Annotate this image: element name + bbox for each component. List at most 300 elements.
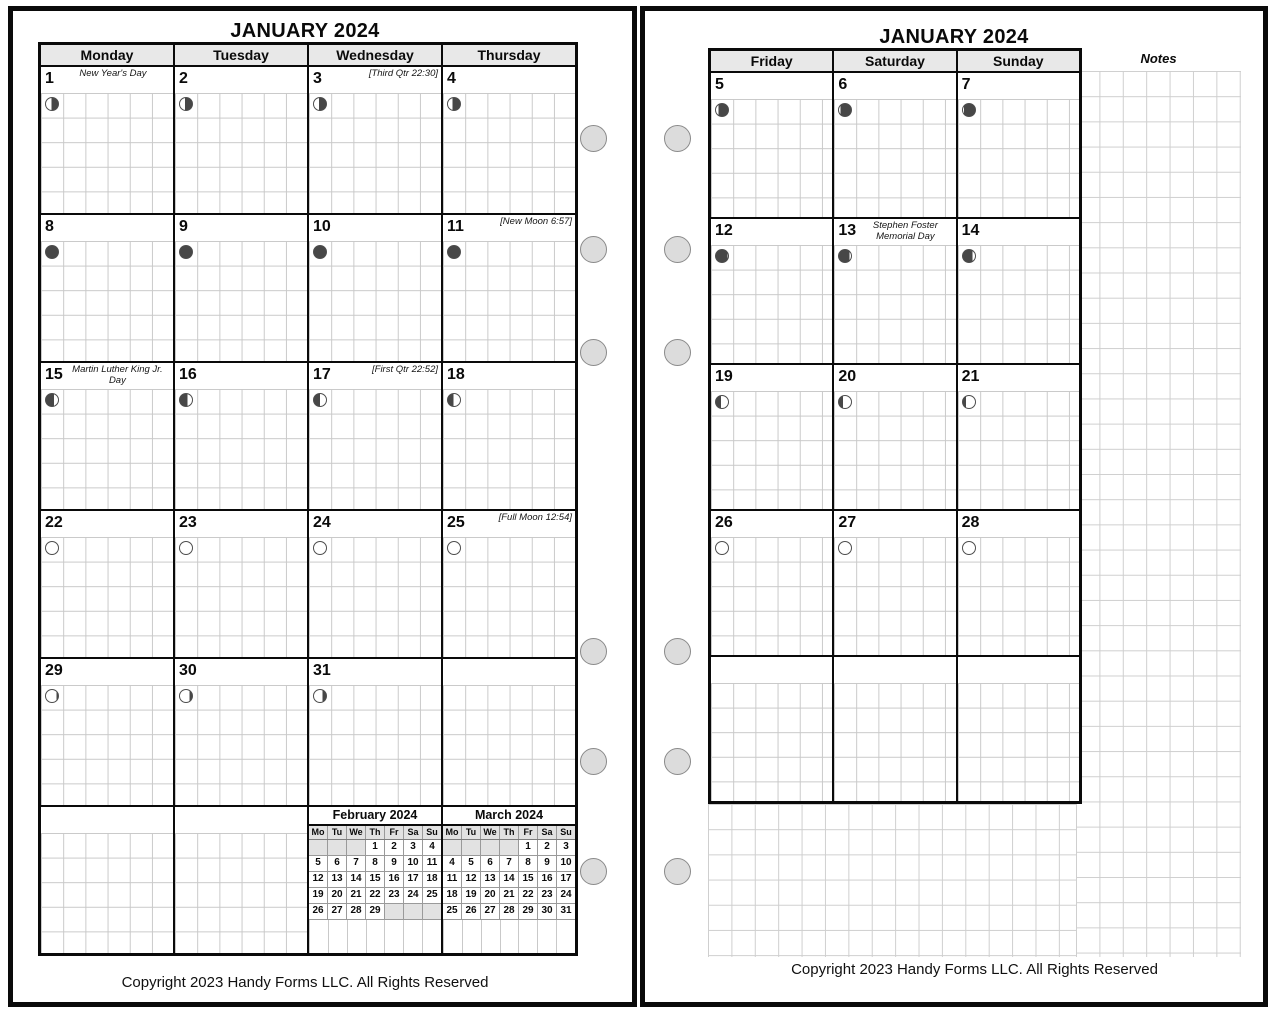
day-cell-header <box>41 363 173 389</box>
day-grid <box>443 241 575 361</box>
mini-blank-cell <box>309 840 327 855</box>
left-calendar-table <box>38 42 578 956</box>
day-number: 16 <box>179 366 197 383</box>
day-header: Thursday <box>441 45 575 65</box>
day-note <box>197 363 307 365</box>
day-note: New Year's Day <box>79 68 147 79</box>
week-row <box>41 657 575 805</box>
day-grid <box>41 241 173 361</box>
mini-blank-cell <box>309 920 328 953</box>
mini-day-cell: 21 <box>499 888 518 903</box>
moon-phase-icon <box>179 245 193 259</box>
mini-day-cell: 10 <box>556 856 575 871</box>
day-grid <box>175 685 307 805</box>
day-number: 13 <box>838 222 857 239</box>
day-note: [New Moon 6:57] <box>500 216 572 227</box>
day-note <box>715 657 832 659</box>
mini-day-cell: 12 <box>461 872 480 887</box>
day-note: Martin Luther King Jr. Day <box>72 364 163 386</box>
moon-phase-icon <box>447 541 461 555</box>
binder-hole <box>664 339 691 366</box>
day-cell <box>956 511 1079 655</box>
day-number: 22 <box>45 514 63 531</box>
day-number: 31 <box>313 662 331 679</box>
mini-day-cell: 16 <box>537 872 556 887</box>
mini-day-cell: 1 <box>365 840 384 855</box>
mini-blank-cell <box>384 904 403 919</box>
day-grid <box>175 93 307 213</box>
mini-day-cell: 29 <box>365 904 384 919</box>
day-note <box>971 73 1079 75</box>
day-grid <box>958 537 1079 655</box>
week-row <box>711 71 1079 217</box>
day-header: Tuesday <box>173 45 307 65</box>
day-note <box>188 215 307 217</box>
mini-weekday-header: Sa <box>537 826 556 839</box>
day-number: 24 <box>313 514 331 531</box>
binder-hole <box>664 236 691 263</box>
day-cell <box>41 215 173 361</box>
day-grid <box>834 391 955 509</box>
mini-day-cell: 13 <box>480 872 499 887</box>
notes-label: Notes <box>1140 51 1177 66</box>
day-grid <box>834 99 955 217</box>
day-number: 2 <box>179 70 188 87</box>
mini-day-cell: 3 <box>556 840 575 855</box>
day-grid <box>309 389 441 509</box>
day-grid <box>711 391 832 509</box>
moon-phase-icon <box>447 97 461 111</box>
mini-day-cell: 2 <box>537 840 556 855</box>
mini-day-cell: 8 <box>518 856 537 871</box>
day-number: 26 <box>715 514 733 531</box>
mini-day-cell: 3 <box>403 840 422 855</box>
day-cell-header <box>175 511 307 537</box>
day-cell <box>173 659 307 805</box>
mini-weekday-header: Su <box>556 826 575 839</box>
day-cell <box>441 67 575 213</box>
right-page-footer: Copyright 2023 Handy Forms LLC. All Rights Reserved <box>791 961 1158 978</box>
day-note <box>331 215 441 217</box>
mini-day-cell: 20 <box>327 888 346 903</box>
mini-weekday-header: Fr <box>384 826 403 839</box>
mini-calendar-cell <box>441 807 575 953</box>
moon-phase-icon <box>179 689 193 703</box>
day-grid <box>175 389 307 509</box>
week-row <box>41 361 575 509</box>
mini-calendar <box>309 807 441 953</box>
mini-weekday-header: Fr <box>518 826 537 839</box>
mini-calendar-week-row <box>443 872 575 888</box>
day-cell <box>441 511 575 657</box>
day-cell-header <box>711 511 832 537</box>
mini-blank-cell <box>443 920 462 953</box>
day-cell-header <box>958 511 1079 537</box>
day-header: Wednesday <box>307 45 441 65</box>
day-cell <box>173 363 307 509</box>
mini-blank-cell <box>500 920 519 953</box>
day-cell <box>956 365 1079 509</box>
bottom-notes-grid <box>708 804 1076 957</box>
mini-calendar-week-row <box>309 872 441 888</box>
day-cell <box>711 365 832 509</box>
day-cell <box>441 215 575 361</box>
day-number: 27 <box>838 514 857 531</box>
moon-phase-icon <box>715 103 729 117</box>
moon-phase-icon <box>962 541 976 555</box>
day-note <box>197 659 307 661</box>
mini-day-cell: 28 <box>346 904 365 919</box>
mini-calendar-week-row <box>443 904 575 920</box>
day-header: Sunday <box>956 51 1079 71</box>
day-header: Friday <box>750 53 793 69</box>
day-cell <box>832 219 955 363</box>
day-number: 3 <box>313 70 322 87</box>
mini-blank-cell <box>327 840 346 855</box>
day-note <box>979 365 1079 367</box>
day-cell <box>307 67 441 213</box>
day-grid <box>443 389 575 509</box>
mini-blank-cell <box>518 920 537 953</box>
mini-day-cell: 29 <box>518 904 537 919</box>
day-cell-header <box>834 511 955 537</box>
mini-day-cell: 15 <box>365 872 384 887</box>
day-number: 4 <box>447 70 456 87</box>
right-page <box>640 6 1268 1007</box>
day-grid <box>309 241 441 361</box>
mini-day-cell: 9 <box>537 856 556 871</box>
binder-hole <box>580 236 607 263</box>
mini-day-cell: 14 <box>499 872 518 887</box>
day-number: 25 <box>447 514 465 531</box>
moon-phase-icon <box>179 393 193 407</box>
mini-blank-cell <box>499 840 518 855</box>
day-cell-header <box>41 807 173 833</box>
day-cell-header <box>958 219 1079 245</box>
day-cell-header <box>309 363 441 389</box>
day-grid <box>41 833 173 953</box>
day-number: 7 <box>961 76 971 93</box>
bottom-row <box>41 805 575 953</box>
mini-blank-cell <box>422 904 441 919</box>
day-cell <box>41 659 173 805</box>
day-note <box>733 365 833 367</box>
day-cell-header <box>443 67 575 93</box>
day-header: Saturday <box>832 51 955 71</box>
mini-blank-cell <box>480 840 499 855</box>
day-cell <box>173 67 307 213</box>
day-cell-header <box>175 659 307 685</box>
mini-blank-cell <box>403 920 422 953</box>
mini-weekday-header: Th <box>499 826 518 839</box>
day-number: 17 <box>313 366 331 383</box>
mini-blank-cell <box>481 920 500 953</box>
moon-phase-icon <box>313 689 327 703</box>
day-header-row <box>41 45 575 65</box>
mini-calendar-week-row <box>443 840 575 856</box>
day-cell-header <box>175 807 307 833</box>
mini-calendar-week-row <box>443 888 575 904</box>
binder-hole <box>580 858 607 885</box>
day-grid <box>443 537 575 657</box>
mini-day-cell: 24 <box>403 888 422 903</box>
mini-blank-cell <box>366 920 385 953</box>
day-cell-header <box>834 657 955 683</box>
moon-phase-icon <box>45 541 59 555</box>
day-grid <box>41 537 173 657</box>
day-note <box>979 219 1079 221</box>
mini-day-cell: 19 <box>461 888 480 903</box>
day-cell-header <box>958 657 1079 683</box>
right-calendar-table <box>708 48 1082 804</box>
day-note <box>733 219 833 221</box>
mini-day-cell: 1 <box>518 840 537 855</box>
day-cell-header <box>711 73 832 99</box>
day-note: Stephen Foster Memorial Day <box>872 220 938 242</box>
day-header: Monday <box>80 47 134 63</box>
mini-blank-cell <box>328 920 347 953</box>
binder-hole <box>580 638 607 665</box>
day-cell-header <box>41 67 173 93</box>
mini-calendar-blank-row <box>309 920 441 953</box>
day-cell <box>307 511 441 657</box>
day-note <box>63 659 173 661</box>
day-grid <box>958 99 1079 217</box>
week-row <box>711 655 1079 801</box>
day-number: 14 <box>961 222 980 239</box>
day-note <box>979 511 1079 513</box>
moon-phase-icon <box>313 245 327 259</box>
mini-day-cell: 6 <box>480 856 499 871</box>
binder-hole <box>580 339 607 366</box>
binder-hole <box>664 125 691 152</box>
mini-day-cell: 4 <box>449 857 455 868</box>
day-grid <box>309 537 441 657</box>
day-grid <box>711 99 832 217</box>
day-cell-header <box>309 659 441 685</box>
day-grid <box>443 93 575 213</box>
day-number: 12 <box>715 222 733 239</box>
day-cell-header <box>958 73 1079 99</box>
mini-blank-cell <box>461 840 480 855</box>
day-grid <box>711 245 832 363</box>
mini-day-cell: 23 <box>384 888 403 903</box>
mini-blank-cell <box>443 840 461 855</box>
day-number: 10 <box>313 218 331 235</box>
day-cell <box>41 511 173 657</box>
mini-day-cell: 5 <box>461 856 480 871</box>
day-number: 20 <box>838 368 857 385</box>
day-note <box>856 511 956 513</box>
left-page-footer: Copyright 2023 Handy Forms LLC. All Rights Reserved <box>121 974 489 991</box>
day-number: 11 <box>447 218 464 235</box>
binder-hole <box>664 638 691 665</box>
mini-day-cell: 12 <box>312 873 324 884</box>
moon-phase-icon <box>962 103 976 117</box>
mini-calendar-cell <box>307 807 441 953</box>
day-cell <box>711 219 832 363</box>
day-cell-header <box>834 73 955 99</box>
day-cell-header <box>443 659 575 685</box>
day-grid <box>309 93 441 213</box>
day-grid <box>834 683 955 801</box>
day-cell-header <box>41 215 173 241</box>
day-header-row <box>711 51 1079 71</box>
day-cell-header <box>711 219 832 245</box>
mini-day-cell: 18 <box>422 872 441 887</box>
week-row <box>711 509 1079 655</box>
day-cell-header <box>41 659 173 685</box>
mini-day-cell: 13 <box>327 872 346 887</box>
mini-calendar-title: February 2024 <box>309 807 441 826</box>
moon-phase-icon <box>179 541 193 555</box>
mini-weekday-header: We <box>346 826 365 839</box>
day-cell <box>307 363 441 509</box>
mini-blank-cell <box>346 840 365 855</box>
day-note: [Third Qtr 22:30] <box>368 68 438 79</box>
mini-blank-cell <box>556 920 575 953</box>
mini-calendar-week-row <box>309 904 441 920</box>
mini-blank-cell <box>384 920 403 953</box>
day-cell <box>173 511 307 657</box>
mini-calendar-header-row <box>309 826 441 840</box>
mini-day-cell: 10 <box>403 856 422 871</box>
day-note <box>188 67 307 69</box>
day-cell-header <box>175 363 307 389</box>
mini-calendar-week-row <box>309 856 441 872</box>
day-cell-header <box>309 511 441 537</box>
binder-hole <box>580 125 607 152</box>
day-cell-header <box>711 365 832 391</box>
moon-phase-icon <box>715 249 729 263</box>
moon-phase-icon <box>45 393 59 407</box>
mini-day-cell: 26 <box>312 905 324 916</box>
mini-day-cell: 17 <box>556 872 575 887</box>
mini-weekday-header: Su <box>422 826 441 839</box>
day-grid <box>175 537 307 657</box>
empty-day-cell <box>41 807 173 953</box>
day-cell <box>307 659 441 805</box>
day-cell <box>711 511 832 655</box>
day-cell-header <box>443 215 575 241</box>
mini-day-cell: 9 <box>384 856 403 871</box>
day-grid <box>958 391 1079 509</box>
day-grid <box>958 683 1079 801</box>
day-grid <box>41 389 173 509</box>
day-number: 18 <box>447 366 465 383</box>
mini-day-cell: 8 <box>365 856 384 871</box>
mini-calendar-week-row <box>309 888 441 904</box>
mini-weekday-header: Tu <box>327 826 346 839</box>
week-row <box>711 217 1079 363</box>
day-note <box>962 657 1079 659</box>
day-note <box>465 363 575 365</box>
day-cell-header <box>443 363 575 389</box>
day-number: 30 <box>179 662 197 679</box>
mini-day-cell: 25 <box>422 888 441 903</box>
day-note <box>724 73 832 75</box>
mini-day-cell: 4 <box>422 840 441 855</box>
day-cell-header <box>175 67 307 93</box>
mini-day-cell: 22 <box>518 888 537 903</box>
binder-hole <box>664 748 691 775</box>
right-page-title: JANUARY 2024 <box>879 26 1029 48</box>
left-page <box>8 6 637 1007</box>
mini-day-cell: 5 <box>315 857 321 868</box>
mini-day-cell: 18 <box>446 889 458 900</box>
day-note: [Full Moon 12:54] <box>498 512 572 523</box>
mini-day-cell: 6 <box>327 856 346 871</box>
day-note <box>54 215 173 217</box>
day-cell-header <box>41 511 173 537</box>
week-row <box>711 363 1079 509</box>
mini-day-cell: 21 <box>346 888 365 903</box>
day-cell-header <box>175 215 307 241</box>
day-grid <box>834 537 955 655</box>
empty-day-cell <box>832 657 955 801</box>
day-note <box>847 73 955 75</box>
week-row <box>41 509 575 657</box>
week-row <box>41 213 575 361</box>
mini-calendar-week-row <box>443 856 575 872</box>
day-note <box>331 511 441 513</box>
day-number: 9 <box>179 218 188 235</box>
day-number: 6 <box>838 76 848 93</box>
day-note: [First Qtr 22:52] <box>372 364 438 375</box>
binder-hole <box>580 748 607 775</box>
day-number: 5 <box>715 76 724 93</box>
mini-calendar-blank-row <box>443 920 575 953</box>
mini-weekday-header: We <box>480 826 499 839</box>
moon-phase-icon <box>447 245 461 259</box>
mini-day-cell: 23 <box>537 888 556 903</box>
empty-day-cell <box>441 659 575 805</box>
mini-day-cell: 7 <box>499 856 518 871</box>
mini-day-cell: 20 <box>480 888 499 903</box>
day-number: 15 <box>45 366 63 383</box>
day-note <box>838 657 955 659</box>
day-cell <box>441 363 575 509</box>
mini-day-cell: 25 <box>446 905 458 916</box>
moon-phase-icon <box>447 393 461 407</box>
day-number: 23 <box>179 514 197 531</box>
moon-phase-icon <box>179 97 193 111</box>
mini-day-cell: 26 <box>461 904 480 919</box>
day-cell <box>41 67 173 213</box>
moon-phase-icon <box>45 97 59 111</box>
day-grid <box>41 685 173 805</box>
moon-phase-icon <box>715 395 729 409</box>
day-grid <box>175 833 307 953</box>
day-note <box>447 659 575 661</box>
day-cell <box>832 73 955 217</box>
day-note <box>733 511 833 513</box>
day-cell-header <box>834 365 955 391</box>
day-cell <box>832 511 955 655</box>
mini-weekday-header: Mo <box>445 827 459 837</box>
mini-blank-cell <box>403 904 422 919</box>
day-number: 21 <box>961 368 980 385</box>
day-grid <box>175 241 307 361</box>
notes-grid <box>1076 71 1241 957</box>
day-note <box>331 659 441 661</box>
day-cell <box>173 215 307 361</box>
day-cell-header <box>309 215 441 241</box>
mini-day-cell: 2 <box>384 840 403 855</box>
mini-calendar <box>443 807 575 953</box>
mini-blank-cell <box>347 920 366 953</box>
day-number: 8 <box>45 218 54 235</box>
